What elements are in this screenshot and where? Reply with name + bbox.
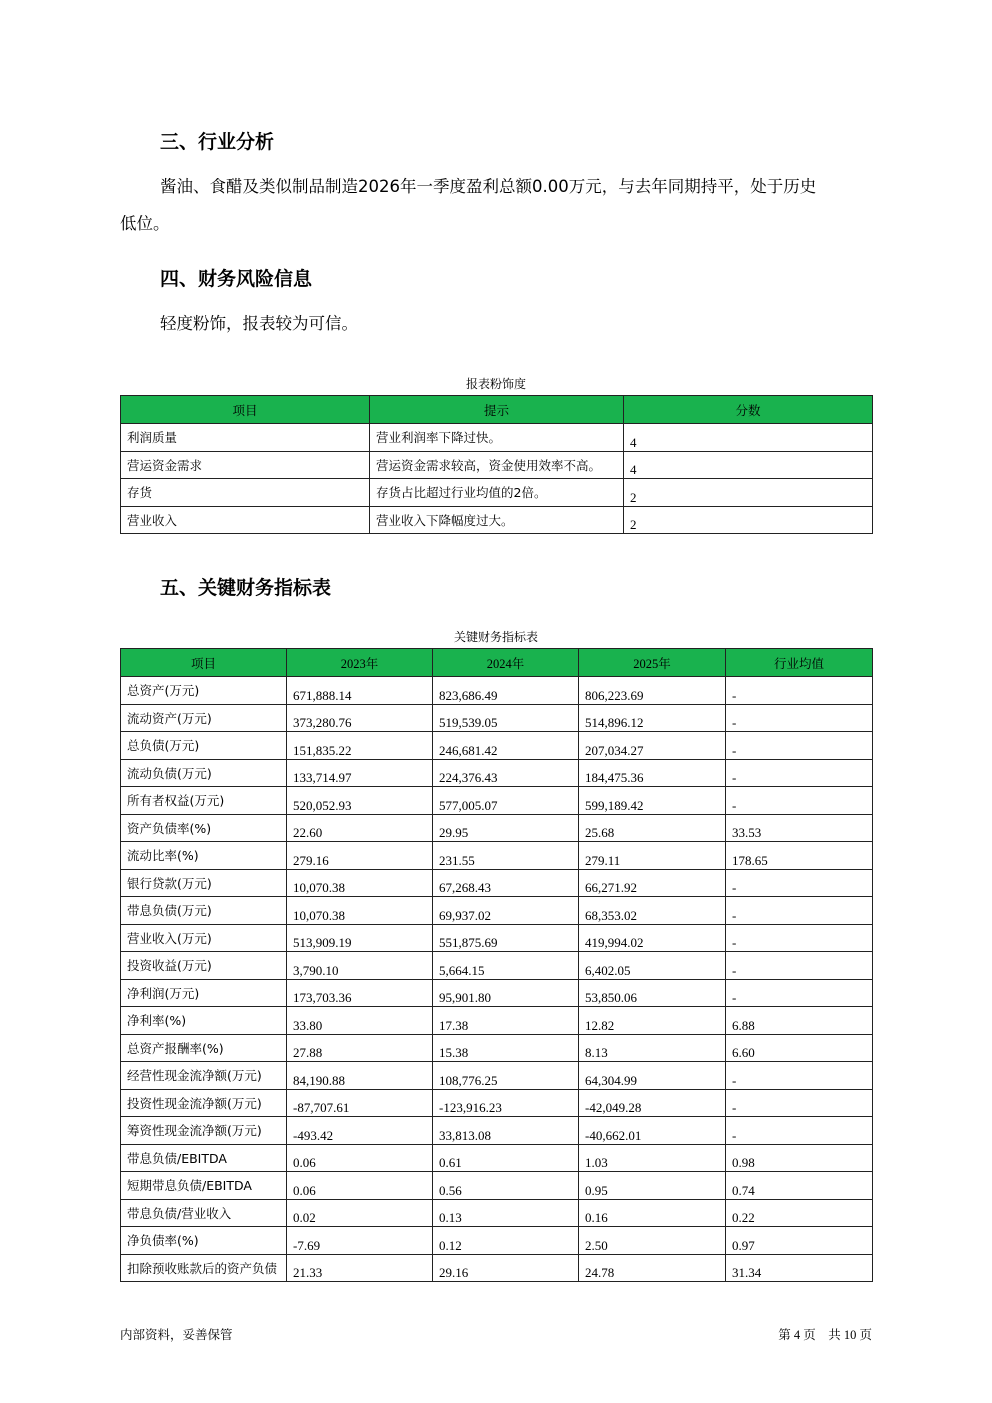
value-cell: 207,034.27 — [579, 732, 726, 760]
indicator-name-cell: 总资产报酬率(%) — [121, 1034, 287, 1062]
table-row — [121, 732, 873, 760]
value-cell: - — [726, 677, 873, 705]
value-cell: - — [726, 979, 873, 1007]
table-row — [121, 704, 873, 732]
value-cell: 10,070.38 — [287, 897, 433, 925]
indicator-name-cell: 筹资性现金流净额(万元) — [121, 1117, 287, 1145]
value-cell: 1.03 — [579, 1144, 726, 1172]
value-cell: - — [726, 732, 873, 760]
table-row — [121, 1227, 873, 1255]
value-cell: 84,190.88 — [287, 1062, 433, 1090]
value-cell: - — [726, 1062, 873, 1090]
section-5-heading: 五、关键财务指标表 — [160, 577, 332, 599]
value-cell: 17.38 — [433, 1007, 579, 1035]
indicator-name-cell: 所有者权益(万元) — [121, 787, 287, 815]
value-cell: 151,835.22 — [287, 732, 433, 760]
table-row — [121, 451, 873, 479]
value-cell: 3,790.10 — [287, 952, 433, 980]
value-cell: 67,268.43 — [433, 869, 579, 897]
indicator-name-cell: 投资性现金流净额(万元) — [121, 1089, 287, 1117]
indicator-name-cell: 带息负债/营业收入 — [121, 1199, 287, 1227]
value-cell: - — [726, 952, 873, 980]
value-cell: - — [726, 759, 873, 787]
table-row — [121, 424, 873, 452]
score-cell: 4 — [624, 451, 873, 479]
value-cell: - — [726, 1089, 873, 1117]
value-cell: 0.12 — [433, 1227, 579, 1255]
hint-cell: 营运资金需求较高，资金使用效率不高。 — [370, 451, 624, 479]
value-cell: 27.88 — [287, 1034, 433, 1062]
value-cell: 95,901.80 — [433, 979, 579, 1007]
indicator-name-cell: 净负债率(%) — [121, 1227, 287, 1255]
value-cell: 173,703.36 — [287, 979, 433, 1007]
value-cell: 279.16 — [287, 842, 433, 870]
footer-note: 内部资料，妥善保管 — [120, 1327, 233, 1342]
value-cell: 0.61 — [433, 1144, 579, 1172]
value-cell: 514,896.12 — [579, 704, 726, 732]
table2-caption: 关键财务指标表 — [453, 630, 538, 644]
value-cell: 0.06 — [287, 1172, 433, 1200]
indicator-name-cell: 投资收益(万元) — [121, 952, 287, 980]
column-header: 分数 — [624, 396, 873, 424]
section-4-text: 轻度粉饰，报表较为可信。 — [160, 314, 358, 333]
score-cell: 4 — [624, 424, 873, 452]
column-header: 2024年 — [433, 649, 579, 677]
table-row — [121, 1172, 873, 1200]
value-cell: 15.38 — [433, 1034, 579, 1062]
value-cell: 6,402.05 — [579, 952, 726, 980]
value-cell: 29.95 — [433, 814, 579, 842]
table-row — [121, 677, 873, 705]
indicator-name-cell: 流动负债(万元) — [121, 759, 287, 787]
value-cell: 0.06 — [287, 1144, 433, 1172]
value-cell: 31.34 — [726, 1254, 873, 1282]
value-cell: -42,049.28 — [579, 1089, 726, 1117]
table-row — [121, 787, 873, 815]
value-cell: 0.97 — [726, 1227, 873, 1255]
indicator-name-cell: 营业收入(万元) — [121, 924, 287, 952]
table-row — [121, 952, 873, 980]
item-cell: 营业收入 — [121, 506, 370, 534]
value-cell: 33,813.08 — [433, 1117, 579, 1145]
value-cell: 0.95 — [579, 1172, 726, 1200]
value-cell: 68,353.02 — [579, 897, 726, 925]
value-cell: 184,475.36 — [579, 759, 726, 787]
value-cell: 66,271.92 — [579, 869, 726, 897]
indicator-name-cell: 流动资产(万元) — [121, 704, 287, 732]
item-cell: 营运资金需求 — [121, 451, 370, 479]
table-row — [121, 1089, 873, 1117]
indicator-name-cell: 净利率(%) — [121, 1007, 287, 1035]
value-cell: 551,875.69 — [433, 924, 579, 952]
value-cell: 53,850.06 — [579, 979, 726, 1007]
indicator-name-cell: 总负债(万元) — [121, 732, 287, 760]
table-header-row — [121, 396, 873, 424]
risk-table — [120, 395, 873, 534]
value-cell: 231.55 — [433, 842, 579, 870]
value-cell: 24.78 — [579, 1254, 726, 1282]
value-cell: - — [726, 924, 873, 952]
table-row — [121, 1199, 873, 1227]
value-cell: - — [726, 1117, 873, 1145]
value-cell: 0.98 — [726, 1144, 873, 1172]
indicator-name-cell: 流动比率(%) — [121, 842, 287, 870]
indicator-name-cell: 银行贷款(万元) — [121, 869, 287, 897]
section-3-text-line2: 低位。 — [120, 214, 170, 233]
value-cell: 133,714.97 — [287, 759, 433, 787]
value-cell: 519,539.05 — [433, 704, 579, 732]
indicator-name-cell: 扣除预收账款后的资产负债 — [121, 1254, 287, 1282]
value-cell: 12.82 — [579, 1007, 726, 1035]
value-cell: 513,909.19 — [287, 924, 433, 952]
value-cell: - — [726, 869, 873, 897]
value-cell: 671,888.14 — [287, 677, 433, 705]
section-3-text-line1: 酱油、食醋及类似制品制造2026年一季度盈利总额0.00万元，与去年同期持平，处于历史 — [160, 177, 817, 196]
value-cell: 823,686.49 — [433, 677, 579, 705]
financial-indicators-table — [120, 648, 873, 1282]
column-header: 项目 — [121, 649, 287, 677]
column-header: 提示 — [370, 396, 624, 424]
value-cell: 5,664.15 — [433, 952, 579, 980]
value-cell: - — [726, 787, 873, 815]
value-cell: 373,280.76 — [287, 704, 433, 732]
value-cell: 22.60 — [287, 814, 433, 842]
table-row — [121, 506, 873, 534]
value-cell: -87,707.61 — [287, 1089, 433, 1117]
table1-caption: 报表粉饰度 — [465, 377, 526, 391]
value-cell: 69,937.02 — [433, 897, 579, 925]
table-row — [121, 1144, 873, 1172]
indicator-name-cell: 净利润(万元) — [121, 979, 287, 1007]
indicator-name-cell: 带息负债/EBITDA — [121, 1144, 287, 1172]
column-header: 2025年 — [579, 649, 726, 677]
value-cell: 806,223.69 — [579, 677, 726, 705]
page-number: 第 4 页 共 10 页 — [778, 1328, 872, 1342]
table-row — [121, 897, 873, 925]
table-row — [121, 842, 873, 870]
hint-cell: 营业利润率下降过快。 — [370, 424, 624, 452]
indicator-name-cell: 短期带息负债/EBITDA — [121, 1172, 287, 1200]
score-cell: 2 — [624, 479, 873, 507]
value-cell: 25.68 — [579, 814, 726, 842]
value-cell: 520,052.93 — [287, 787, 433, 815]
table-row — [121, 1062, 873, 1090]
indicator-name-cell: 总资产(万元) — [121, 677, 287, 705]
hint-cell: 存货占比超过行业均值的2倍。 — [370, 479, 624, 507]
value-cell: 33.80 — [287, 1007, 433, 1035]
table-row — [121, 869, 873, 897]
value-cell: - — [726, 704, 873, 732]
section-3-heading: 三、行业分析 — [160, 131, 275, 153]
value-cell: 6.88 — [726, 1007, 873, 1035]
value-cell: 279.11 — [579, 842, 726, 870]
value-cell: 178.65 — [726, 842, 873, 870]
table-row — [121, 814, 873, 842]
value-cell: -493.42 — [287, 1117, 433, 1145]
item-cell: 存货 — [121, 479, 370, 507]
value-cell: 0.74 — [726, 1172, 873, 1200]
table-row — [121, 759, 873, 787]
column-header: 2023年 — [287, 649, 433, 677]
indicator-name-cell: 带息负债(万元) — [121, 897, 287, 925]
value-cell: 33.53 — [726, 814, 873, 842]
indicator-name-cell: 经营性现金流净额(万元) — [121, 1062, 287, 1090]
value-cell: 0.22 — [726, 1199, 873, 1227]
indicator-name-cell: 资产负债率(%) — [121, 814, 287, 842]
table-row — [121, 1117, 873, 1145]
table-header-row — [121, 649, 873, 677]
hint-cell: 营业收入下降幅度过大。 — [370, 506, 624, 534]
value-cell: 29.16 — [433, 1254, 579, 1282]
column-header: 行业均值 — [726, 649, 873, 677]
table-row — [121, 1254, 873, 1282]
table-row — [121, 979, 873, 1007]
table-row — [121, 924, 873, 952]
value-cell: 2.50 — [579, 1227, 726, 1255]
value-cell: -40,662.01 — [579, 1117, 726, 1145]
value-cell: 224,376.43 — [433, 759, 579, 787]
table-row — [121, 1034, 873, 1062]
value-cell: 8.13 — [579, 1034, 726, 1062]
column-header: 项目 — [121, 396, 370, 424]
table-row — [121, 1007, 873, 1035]
value-cell: 108,776.25 — [433, 1062, 579, 1090]
value-cell: 21.33 — [287, 1254, 433, 1282]
item-cell: 利润质量 — [121, 424, 370, 452]
value-cell: 6.60 — [726, 1034, 873, 1062]
value-cell: 246,681.42 — [433, 732, 579, 760]
value-cell: -123,916.23 — [433, 1089, 579, 1117]
value-cell: 599,189.42 — [579, 787, 726, 815]
value-cell: -7.69 — [287, 1227, 433, 1255]
value-cell: 0.56 — [433, 1172, 579, 1200]
value-cell: 64,304.99 — [579, 1062, 726, 1090]
value-cell: 0.16 — [579, 1199, 726, 1227]
table-row — [121, 479, 873, 507]
value-cell: 577,005.07 — [433, 787, 579, 815]
section-4-heading: 四、财务风险信息 — [160, 268, 313, 290]
value-cell: 0.02 — [287, 1199, 433, 1227]
value-cell: 0.13 — [433, 1199, 579, 1227]
score-cell: 2 — [624, 506, 873, 534]
value-cell: 10,070.38 — [287, 869, 433, 897]
value-cell: 419,994.02 — [579, 924, 726, 952]
value-cell: - — [726, 897, 873, 925]
